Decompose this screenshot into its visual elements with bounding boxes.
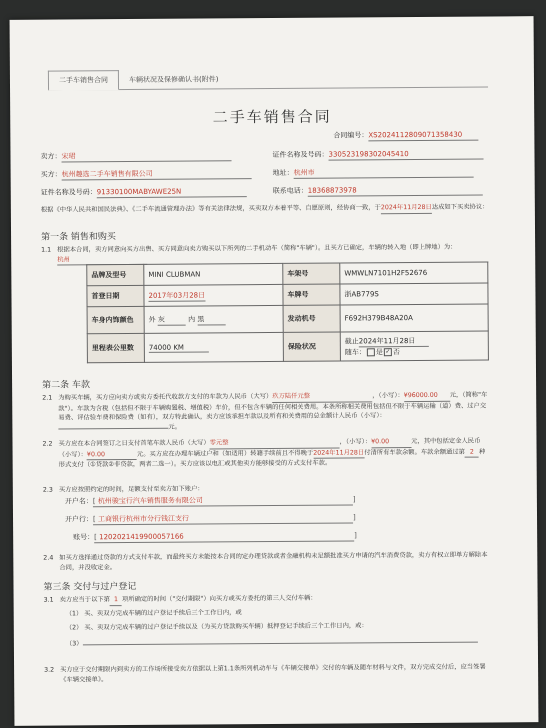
color-label: 车身内饰颜色: [87, 306, 144, 333]
clause-number: 2.2: [42, 440, 53, 448]
brand-value: MINI CLUBMAN: [144, 263, 283, 285]
tab-bar: [48, 66, 488, 90]
engine-value: F692H379B48A20A: [340, 304, 488, 332]
vehicle-info-table: [86, 262, 489, 364]
account-number-row: 账号：[ 1202021419900057166 ]: [73, 531, 357, 542]
section-1-title: 第一条 销售和购买: [41, 232, 116, 243]
clause-number: 2.4: [43, 554, 54, 562]
plate-label: 车牌号: [283, 284, 340, 305]
mileage-label: 里程表公里数: [87, 333, 144, 362]
clause-number: 3.2: [44, 666, 55, 674]
engine-label: 发动机号: [283, 305, 340, 332]
tab-vehicle-condition[interactable]: 车辆状况及保修确认书(附件): [128, 75, 219, 85]
insurance-value: 截止2024年11月28日 随车： 是 ✓ 否: [340, 331, 488, 361]
clause-number: 1.1: [41, 246, 52, 254]
clause-3-1: 卖方应当于以下第 1 项所确定的时间（"交付期限"）向买方或买方委托的第三人交付车辆：: [60, 592, 492, 606]
section-3-title: 第三条 交付与过户登记: [43, 581, 137, 593]
account-name-row: 开户名：[ 杭州骏宝行汽车销售服务有限公司 ]: [64, 495, 356, 506]
clause-number: 2.3: [42, 486, 53, 494]
buyer-row: 买方：杭州趣选二手车销售有限公司: [41, 169, 252, 180]
clause-2-3: 买方应按照约定的时间，足额支付至卖方如下账户：: [58, 485, 204, 494]
reg-value: 2017年03月28日: [144, 284, 283, 306]
mileage-value: 74000 KM: [144, 332, 283, 362]
clause-number: 3.1: [43, 596, 54, 604]
clause-number: 2.1: [42, 394, 53, 402]
clause-2-2: 买方应在本合同签订之日支付首笔车款人民币（大写）零元整 ，（小写）：¥0.00 元，其中包括定金人民币（小写）：¥0.00 元。买方应在办理车辆过户和（如适用）转籍手续前且不得晚于2024年11月28日付清所有车款余额。车款余额通过第 2 种形式支付（①贷款②非贷款，两者二选一）。买方应该以电汇或其他卖方能够接受的方式支付车款。: [58, 437, 486, 469]
page-title: 二手车销售合同: [212, 107, 332, 127]
yes-checkbox[interactable]: [367, 348, 375, 356]
color-value: 外 灰 内 黑: [144, 305, 283, 333]
contract-page: [10, 16, 539, 726]
insurance-label: 保险状况: [283, 332, 340, 361]
no-checkbox-checked[interactable]: ✓: [385, 347, 391, 355]
phone-row: 联系电话：18368873978: [273, 186, 483, 197]
intro-paragraph: 根据《中华人民共和国民法典》、《二手车流通管理办法》等有关法律法规，买卖双方本着平等、自愿原则，经协商一致，于2024年11月28日达成如下买卖协议：: [40, 203, 489, 214]
option-2: （2） 买、卖双方完成车辆的过户登记手续以及（为买方贷款购买车辆）抵押登记手续后三个工作日内，或：: [65, 622, 368, 632]
buyer-id-row: 证件名称及号码：91330100MABYAWE25N: [41, 187, 247, 198]
section-2-title: 第二条 车款: [42, 380, 91, 391]
seller-id-row: 证件名称及号码：330523198302045410: [272, 150, 483, 161]
seller-row: 卖方：宋珺: [40, 151, 231, 162]
option-1: （1） 买、卖双方完成车辆的过户登记手续后三个工作日内，或: [65, 609, 242, 618]
option-3: （3）: [66, 637, 486, 649]
tab-contract[interactable]: 二手车销售合同: [48, 70, 119, 90]
brand-label: 品牌及型号: [87, 264, 144, 285]
contract-number: 合同编号：XS2024112809071358430: [333, 131, 478, 142]
account-bank-row: 开户行：[ 工商银行杭州市分行钱江支行 ]: [65, 513, 356, 524]
clause-1-1: 根据本合同，卖方同意向买方出售、买方同意向卖方购买以下所列的二手机动车（简称"车辆"）。且买方已确定，车辆的转入地（即上牌地）为：杭州: [57, 243, 487, 266]
frame-value: WMWLN7101H2F52676: [340, 262, 488, 284]
plate-value: 浙AB779S: [340, 283, 488, 305]
clause-2-1: 为购买车辆，买方应向卖方或卖方委托代收款方支付的车款为人民币（大写）玖万陆仟元整 ，（小写）：¥96000.00 元，（简称"车款"）。车款为含税（包括但不限于车辆购置税、增值税）车价，但不包含车辆的任何相关费用。本条所称相关费用包括但不限于车辆运输（道）费、过户交易费、评估验车费和保险费（如有），双方特此确认，卖方应该承担车款以及所有和关费用的总金额计人民币（小写）：元。: [58, 391, 488, 431]
clause-2-4: 如买方选择通过贷款的方式支付车款，而最终买方未能按本合同的定办理贷款或者金融机构未足额批准买方申请的汽车消费贷款，卖方有权立即单方解除本合同，并没收定金。: [59, 551, 488, 572]
reg-label: 首登日期: [87, 285, 144, 306]
clause-3-2: 买方应于交付期限内到卖方的工作场所接受卖方依据以上第1.1条所列机动车与《车辆交接单》交付的车辆及随车材料与文件，双方完成交付后，应当签署《车辆交接单》。: [60, 663, 486, 684]
frame-label: 车架号: [283, 263, 340, 284]
address-row: 地址：杭州市: [273, 168, 474, 179]
